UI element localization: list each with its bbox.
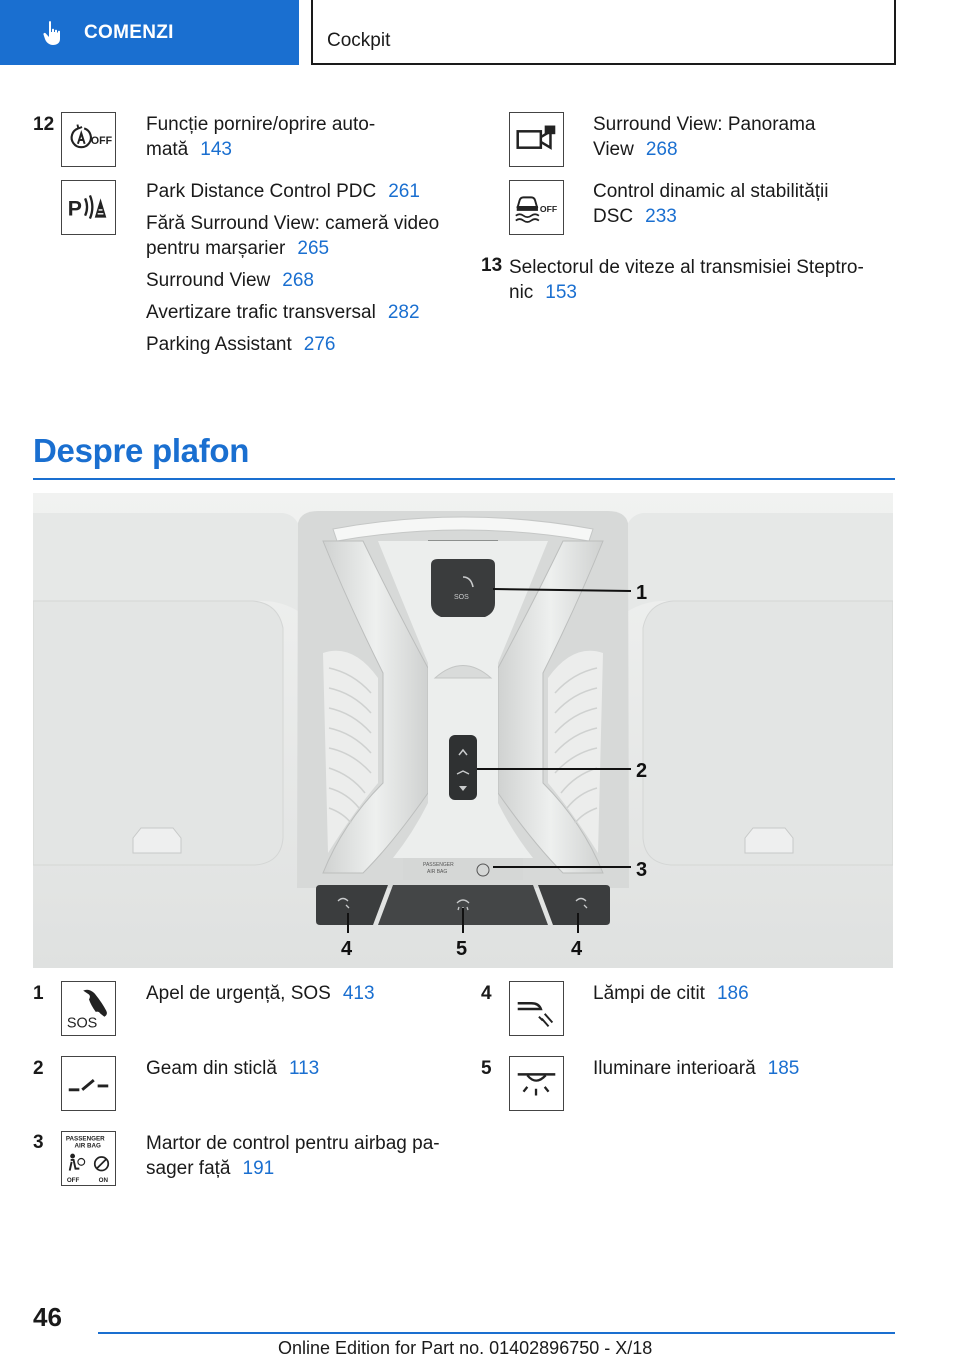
page-reference-link[interactable]: 413 xyxy=(342,983,375,1004)
legend-entry xyxy=(146,1056,319,1081)
svg-text:SOS: SOS xyxy=(66,1015,98,1032)
chapter-tab-label: COMENZI xyxy=(84,21,174,43)
page-number: 46 xyxy=(33,1302,62,1332)
item-number: 12 xyxy=(33,114,55,135)
entry-line: Control dinamic al stabilității xyxy=(593,181,829,202)
legend-text: sager față xyxy=(146,1158,231,1179)
item-number: 1 xyxy=(33,983,44,1004)
svg-text:OFF: OFF xyxy=(539,203,558,214)
airbag-icon-text: ON xyxy=(98,1177,108,1185)
airbag-icon-text: OFF xyxy=(66,1177,80,1185)
legend-entry xyxy=(146,1131,440,1181)
callout-number: 5 xyxy=(456,938,468,960)
page-reference-link[interactable]: 113 xyxy=(288,1058,320,1079)
callout-number: 4 xyxy=(341,938,353,960)
airbag-label-line: PASSENGER xyxy=(423,862,454,868)
entry-line: Surround View: Panorama xyxy=(593,114,816,135)
legend-entry xyxy=(146,981,375,1006)
entry-auto-start-stop xyxy=(146,112,375,162)
entry-dsc xyxy=(593,179,829,229)
page-title: Cockpit xyxy=(327,30,391,51)
callout-number: 3 xyxy=(636,859,648,881)
pdc-subitem xyxy=(146,211,439,261)
callout-number: 2 xyxy=(636,760,648,782)
entry-pdc xyxy=(146,179,420,204)
entry-line-with-page xyxy=(593,204,829,229)
legend-text: Apel de urgență, SOS xyxy=(146,983,331,1004)
auto-start-stop-off-icon xyxy=(61,112,116,167)
entry-line-with-page xyxy=(146,179,420,204)
airbag-icon-text: AIR BAG xyxy=(74,1142,101,1150)
svg-text:OFF: OFF xyxy=(90,134,113,147)
entry-line: DSC xyxy=(593,206,634,227)
page-reference-link[interactable]: 186 xyxy=(716,983,749,1004)
entry-line: Selectorul de viteze al transmisiei Steptro- xyxy=(509,257,864,278)
glass-roof-icon xyxy=(61,1056,116,1111)
legend-text: Martor de control pentru airbag pa- xyxy=(146,1133,440,1154)
page-reference-link[interactable]: 185 xyxy=(767,1058,800,1079)
page-reference-link[interactable]: 268 xyxy=(645,139,678,160)
item-number: 13 xyxy=(481,255,503,276)
page-reference-link[interactable]: 282 xyxy=(387,302,420,323)
panorama-view-camera-icon xyxy=(509,112,564,167)
entry-line: Park Distance Control PDC xyxy=(146,181,377,202)
entry-line-with-page xyxy=(593,137,816,162)
section-heading: Despre plafon xyxy=(33,432,250,469)
page-reference-link[interactable]: 265 xyxy=(297,238,330,259)
pointing-hand-icon xyxy=(42,20,64,46)
callout-number: 4 xyxy=(571,938,583,960)
legend-text: Geam din sticlă xyxy=(146,1058,277,1079)
overhead-console-photo xyxy=(33,493,893,968)
footer-edition: Online Edition for Part no. 01402896750 - X/18 xyxy=(278,1338,653,1358)
entry-line-with-page xyxy=(146,236,439,261)
page-reference-link[interactable]: 276 xyxy=(303,334,336,355)
entry-line: pentru marșarier xyxy=(146,238,286,259)
passenger-airbag-icon xyxy=(61,1131,116,1186)
legend-line-with-page xyxy=(146,1156,440,1181)
entry-line: View xyxy=(593,139,634,160)
page-reference-link[interactable]: 268 xyxy=(282,270,314,291)
item-number: 4 xyxy=(481,983,492,1004)
entry-line: Parking Assistant xyxy=(146,334,292,355)
airbag-icon-text: PASSENGER xyxy=(65,1135,105,1143)
legend-text: Lămpi de citit xyxy=(593,983,705,1004)
sos-phone-icon xyxy=(61,981,116,1036)
page-reference-link[interactable]: 153 xyxy=(545,282,577,303)
sos-button-label: SOS xyxy=(454,594,469,601)
dsc-off-icon xyxy=(509,180,564,235)
entry-line: Funcție pornire/oprire auto- xyxy=(146,114,376,135)
callout-number: 1 xyxy=(636,582,648,604)
interior-light-icon xyxy=(509,1056,564,1111)
chapter-tab[interactable] xyxy=(0,0,299,65)
page-reference-link[interactable]: 191 xyxy=(242,1158,275,1179)
footer-divider xyxy=(98,1332,895,1334)
entry-steptronic xyxy=(509,255,864,305)
entry-line: nic xyxy=(509,282,534,303)
pdc-subitem xyxy=(146,268,314,293)
entry-panorama-view xyxy=(593,112,816,162)
item-number: 2 xyxy=(33,1058,44,1079)
airbag-label-line: AIR BAG xyxy=(427,869,448,875)
legend-text: Iluminare interioară xyxy=(593,1058,756,1079)
section-divider xyxy=(33,478,895,480)
item-number: 5 xyxy=(481,1058,492,1079)
reading-lamp-icon xyxy=(509,981,564,1036)
legend-entry xyxy=(593,981,749,1006)
pdc-subitem xyxy=(146,300,420,325)
item-number: 3 xyxy=(33,1132,44,1153)
page-reference-link[interactable]: 233 xyxy=(645,206,677,227)
header-title-box xyxy=(311,0,896,65)
entry-line: Fără Surround View: cameră video xyxy=(146,213,440,234)
svg-text:P: P xyxy=(67,197,82,221)
pdc-subitem xyxy=(146,332,335,357)
entry-line: Avertizare trafic transversal xyxy=(146,302,376,323)
park-distance-control-icon xyxy=(61,180,116,235)
legend-entry xyxy=(593,1056,799,1081)
entry-line-with-page xyxy=(146,137,375,162)
page-reference-link[interactable]: 261 xyxy=(388,181,420,202)
entry-line: Surround View xyxy=(146,270,271,291)
page-reference-link[interactable]: 143 xyxy=(200,139,232,160)
entry-line: mată xyxy=(146,139,189,160)
entry-line-with-page xyxy=(509,280,864,305)
